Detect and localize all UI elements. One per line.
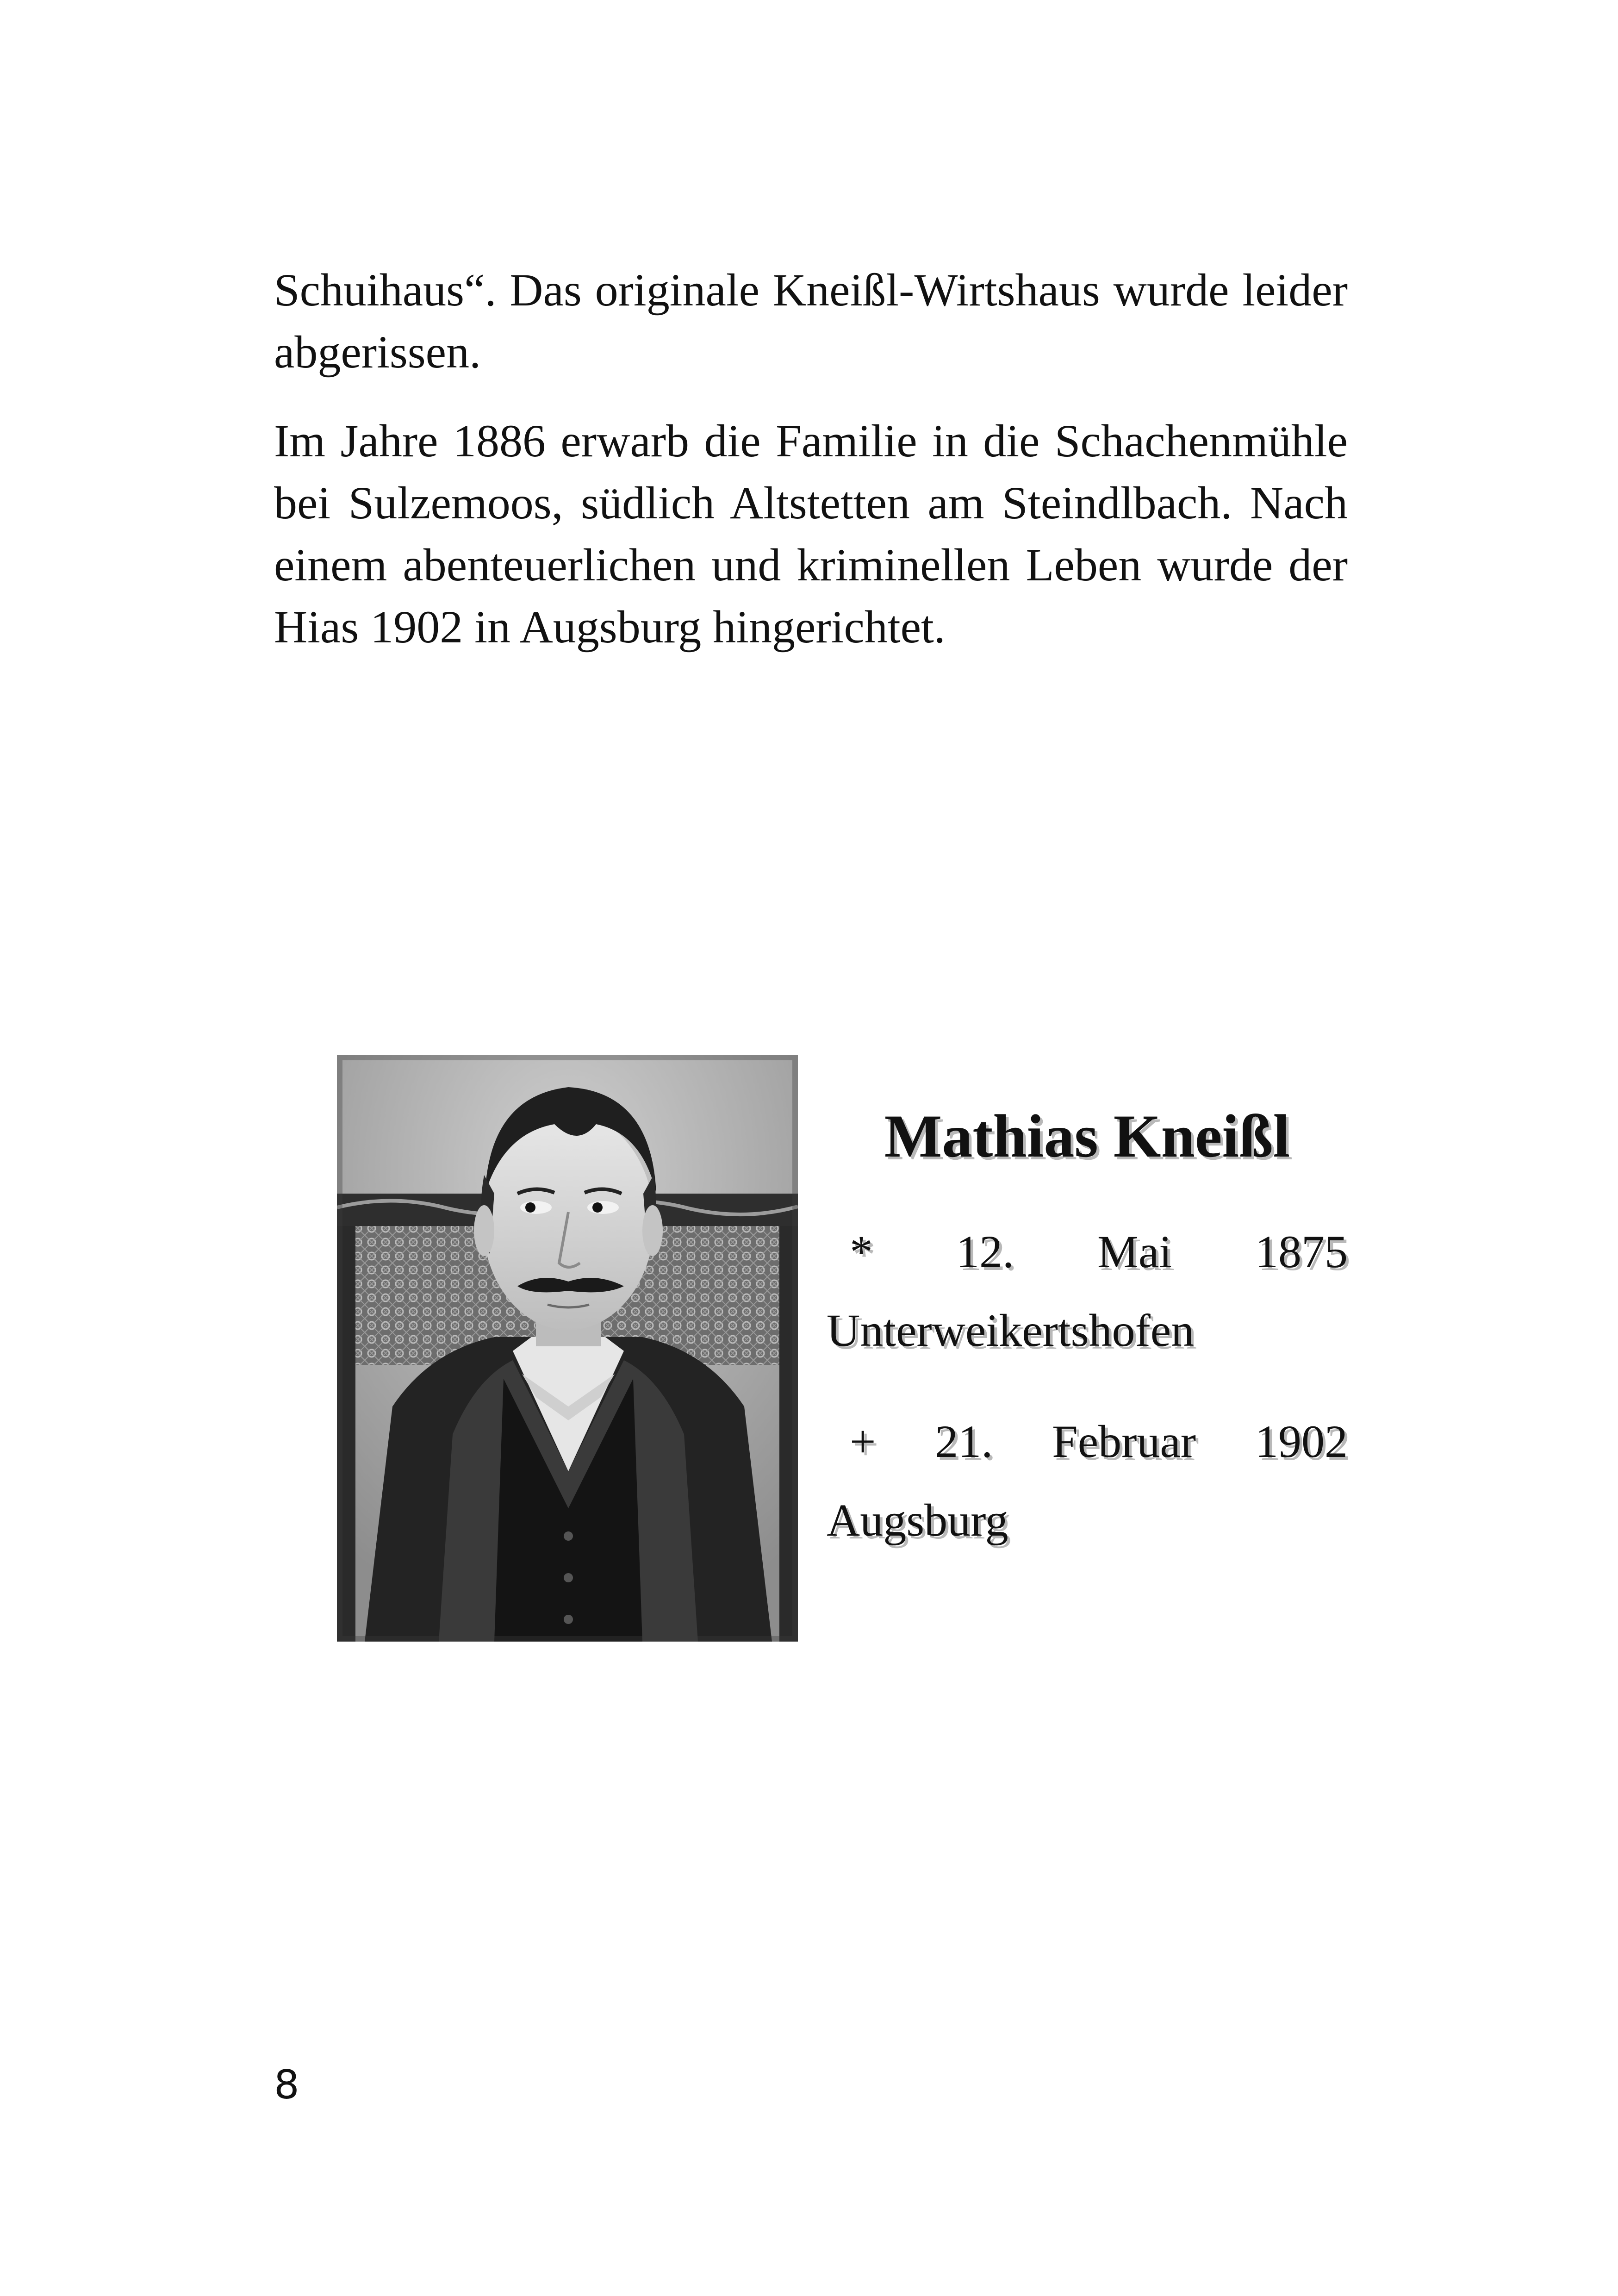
person-name: Mathias Kneißl	[884, 1102, 1290, 1170]
birth-symbol: *	[850, 1226, 873, 1277]
death-place: Augsburg	[827, 1494, 1008, 1546]
birth-month: Mai	[1097, 1226, 1172, 1277]
death-year: 1902	[1255, 1416, 1348, 1467]
paragraph-2: Im Jahre 1886 erwarb die Familie in die Schachenmühle bei Sulzemoos, südlich Altstetten am Steindlbach. Nach einem abenteuerlichen und kriminellen Leben wurde der Hias 1902 in Augsburg hingerichtet.	[274, 415, 1348, 653]
portrait-caption	[827, 1101, 1348, 1592]
birth-year: 1875	[1255, 1226, 1348, 1277]
paragraph-1: Schuihaus“. Das originale Kneißl-Wirtshaus wurde leider abgerissen.	[274, 264, 1348, 378]
birth-day: 12.	[956, 1226, 1014, 1277]
death-day: 21.	[935, 1416, 993, 1467]
portrait-photo	[337, 1055, 798, 1642]
birth-info	[827, 1213, 1348, 1370]
death-month: Februar	[1052, 1416, 1196, 1467]
birth-date-row	[827, 1213, 1348, 1291]
death-info	[827, 1402, 1348, 1560]
body-text	[274, 259, 1348, 685]
death-symbol: +	[850, 1416, 876, 1467]
page-number: 8	[274, 2062, 299, 2108]
birth-place: Unterweikertshofen	[827, 1305, 1195, 1356]
death-date-row	[827, 1402, 1348, 1481]
